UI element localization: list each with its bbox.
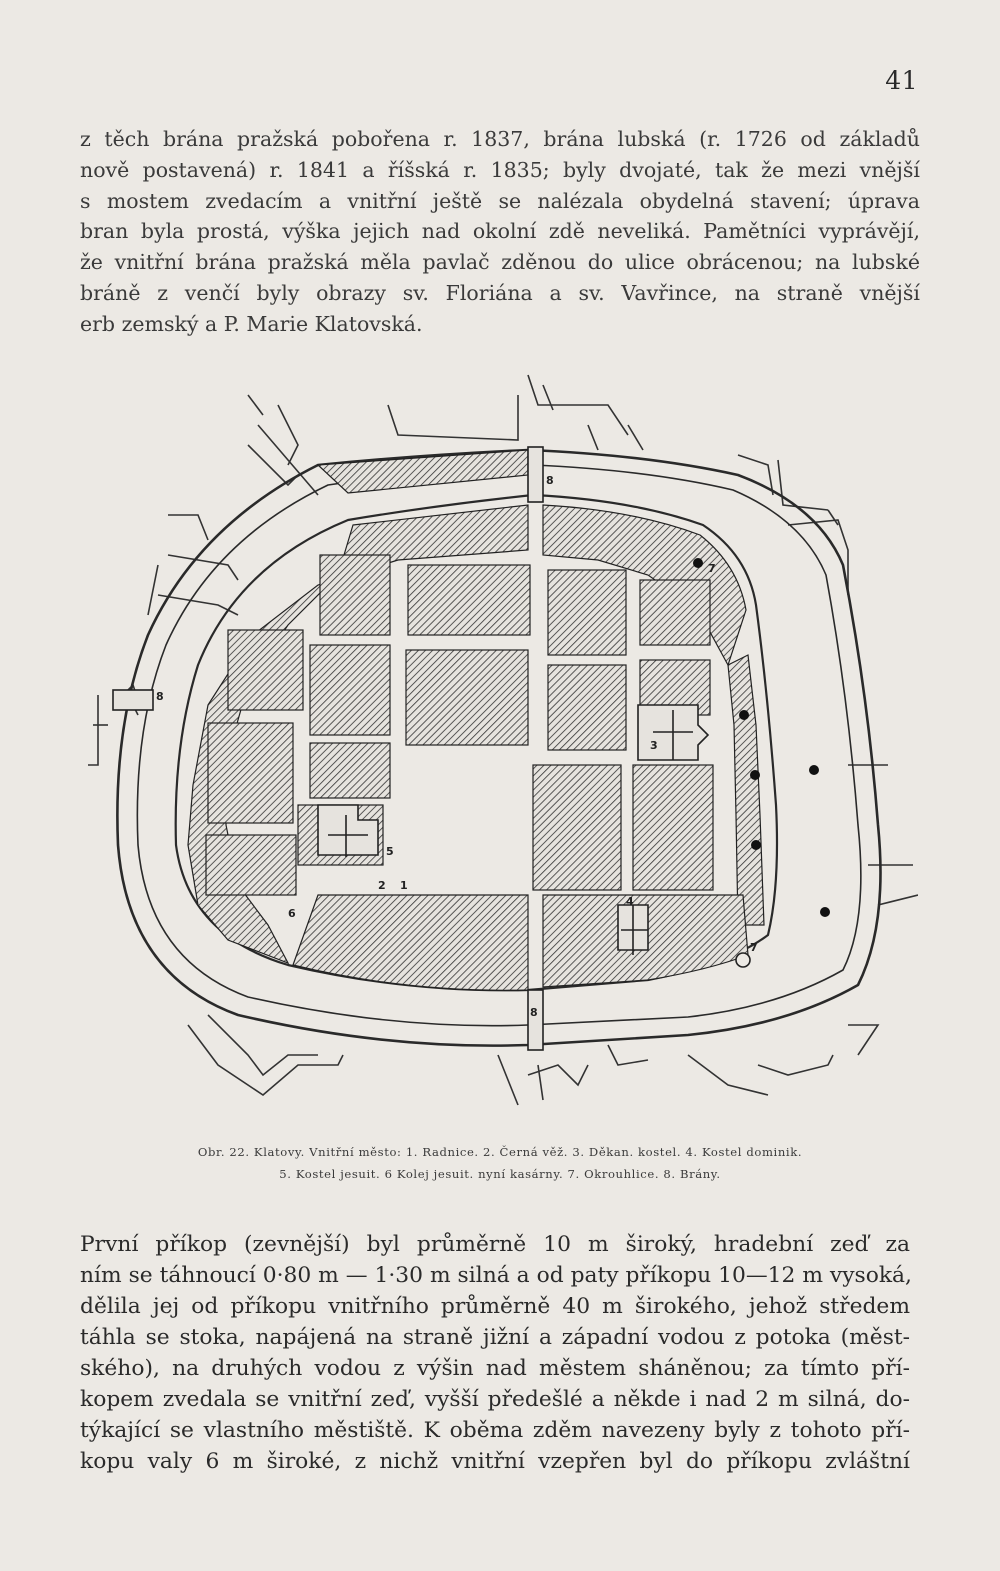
map-label: 1 [400, 879, 408, 892]
text-line: bran byla prostá, výška jejich nad okolní zdě neveliká. Pamětníci vyprávějí, [80, 219, 920, 244]
town-plan-figure [88, 365, 918, 1135]
paragraph-bottom [80, 1229, 910, 1477]
town-plan-map [88, 365, 918, 1135]
city-blocks [206, 555, 713, 895]
map-label: 7 [708, 562, 716, 575]
text-line: První příkop (zevnější) byl průměrně 10 m široký, hradební zeď za [80, 1232, 910, 1257]
map-label: 7 [750, 941, 758, 954]
text-line: erb zemský a P. Marie Klatovská. [80, 311, 423, 336]
text-line: kopu valy 6 m široké, z nichž vnitřní vzepřen byl do příkopu zvláštní [80, 1449, 910, 1474]
map-label: 2 [378, 879, 386, 892]
text-line: ním se táhnoucí 0·80 m — 1·30 m silná a od paty příkopu 10—12 m vysoká, [80, 1263, 912, 1288]
text-line: že vnitřní brána pražská měla pavlač zděnou do ulice obrácenou; na lubské [80, 250, 920, 275]
text-line: z těch brána pražská pobořena r. 1837, brána lubská (r. 1726 od základů [80, 127, 920, 151]
text-line: dělila jej od příkopu vnitřního průměrně 40 m širokého, jehož středem [80, 1294, 910, 1319]
map-label: 5 [386, 845, 394, 858]
text-line: nově postavená) r. 1841 a říšská r. 1835; byly dvojaté, tak že mezi vnější [80, 157, 920, 182]
text-line: s mostem zvedacím a vnitřní ještě se nalézala obydelná stavení; úprava [80, 188, 920, 213]
map-label: 8 [530, 1006, 538, 1019]
figure-caption-line: 5. Kostel jesuit. 6 Kolej jesuit. nyní kasárny. 7. Okrouhlice. 8. Brány. [279, 1167, 721, 1181]
paragraph-top [80, 124, 920, 340]
map-label: 3 [650, 739, 658, 752]
map-label: 6 [288, 907, 296, 920]
map-label: 8 [546, 474, 554, 487]
map-label: 4 [626, 895, 634, 908]
text-line: bráně z venčí byly obrazy sv. Floriána a sv. Vavřince, na straně vnější [80, 280, 920, 305]
text-line: táhla se stoka, napájená na straně jižní a západní vodou z potoka (měst- [80, 1325, 910, 1350]
text-line: ského), na druhých vodou z výšin nad městem sháněnou; za tímto pří- [80, 1356, 910, 1381]
map-label: 8 [156, 690, 164, 703]
text-line: týkající se vlastního městiště. K oběma zděm navezeny byly z tohoto pří- [80, 1418, 910, 1443]
text-line: kopem zvedala se vnitřní zeď, vyšší předešlé a někde i nad 2 m silná, do- [80, 1387, 910, 1412]
figure-caption-line: Obr. 22. Klatovy. Vnitřní město: 1. Radnice. 2. Černá věž. 3. Děkan. kostel. 4. Kostel dominik. [197, 1145, 803, 1159]
page-number: 41 [885, 66, 918, 95]
